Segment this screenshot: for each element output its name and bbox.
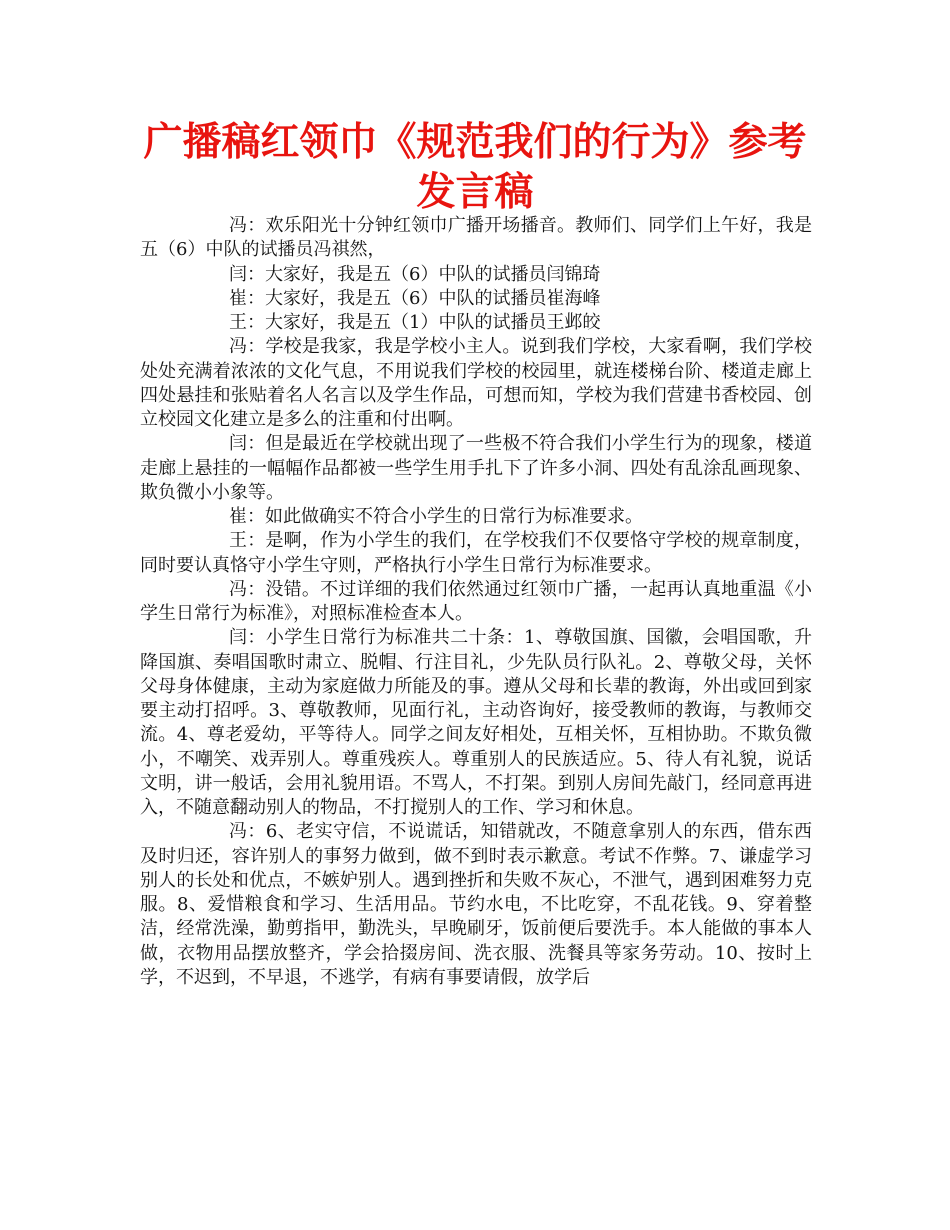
paragraph-feng-review: 冯：没错。不过详细的我们依然通过红领巾广播，一起再认真地重温《小学生日常行为标准》，对照标准检查本人。 [140, 578, 812, 624]
paragraph-yan-standards-1-5: 闫：小学生日常行为标准共二十条：1、尊敬国旗、国徽，会唱国歌，升降国旗、奏唱国歌时肃立、脱帽、行注目礼，少先队员行队礼。2、尊敬父母，关怀父母身体健康，主动为家庭做力所能及的事。遵从父母和长辈的教诲，外出或回到家要主动打招呼。3、尊敬教师，见面行礼，主动咨询好，接受教师的教诲，与教师交流。4、尊老爱幼，平等待人。同学之间友好相处，互相关怀，互相协助。不欺负微小，不嘲笑、戏弄别人。尊重残疾人。尊重别人的民族适应。5、待人有礼貌，说话文明，讲一般话，会用礼貌用语。不骂人，不打架。到别人房间先敲门，经同意再进入，不随意翻动别人的物品，不打搅别人的工作、学习和休息。 [140, 627, 812, 818]
document-title: 广播稿红领巾《规范我们的行为》参考发言稿 [143, 120, 807, 215]
paragraph-feng-opening: 冯：欢乐阳光十分钟红领巾广播开场播音。教师们、同学们上午好，我是五（6）中队的试播员冯祺然， [140, 215, 812, 261]
paragraph-yan-problem: 闫：但是最近在学校就出现了一些极不符合我们小学生行为的现象，楼道走廊上悬挂的一幅幅作品都被一些学生用手扎下了许多小洞、四处有乱涂乱画现象、欺负微小小象等。 [140, 433, 812, 503]
paragraph-feng-school: 冯：学校是我家，我是学校小主人。说到我们学校，大家看啊，我们学校处处充满着浓浓的文化气息，不用说我们学校的校园里，就连楼梯台阶、楼道走廊上四处悬挂和张贴着名人名言以及学生作品，可想而知，学校为我们营建书香校园、创立校园文化建立是多么的注重和付出啊。 [140, 336, 812, 430]
document-body [140, 214, 812, 990]
paragraph-wang-rules: 王：是啊，作为小学生的我们，在学校我们不仅要恪守学校的规章制度，同时要认真恪守小学生守则，严格执行小学生日常行为标准要求。 [140, 530, 812, 576]
paragraph-wang-intro: 王：大家好，我是五（1）中队的试播员王邺皎 [229, 312, 601, 333]
paragraph-yan-intro: 闫：大家好，我是五（6）中队的试播员闫锦琦 [229, 263, 601, 285]
paragraph-feng-standards-6-10: 冯：6、老实守信，不说谎话，知错就改，不随意拿别人的东西，借东西及时归还，容许别人的事努力做到，做不到时表示歉意。考试不作弊。7、谦虚学习别人的长处和优点，不嫉妒别人。遇到挫折和失败不灰心，不泄气，遇到困难努力克服。8、爱惜粮食和学习、生活用品。节约水电，不比吃穿，不乱花钱。9、穿着整洁，经常洗澡，勤剪指甲，勤洗头，早晚刷牙，饭前便后要洗手。本人能做的事本人做，衣物用品摆放整齐，学会拾掇房间、洗衣服、洗餐具等家务劳动。10、按时上学，不迟到，不早退，不逃学，有病有事要请假，放学后 [140, 821, 812, 988]
paragraph-cui-intro: 崔：大家好，我是五（6）中队的试播员崔海峰 [229, 287, 601, 309]
paragraph-cui-comment: 崔：如此做确实不符合小学生的日常行为标准要求。 [229, 506, 643, 527]
